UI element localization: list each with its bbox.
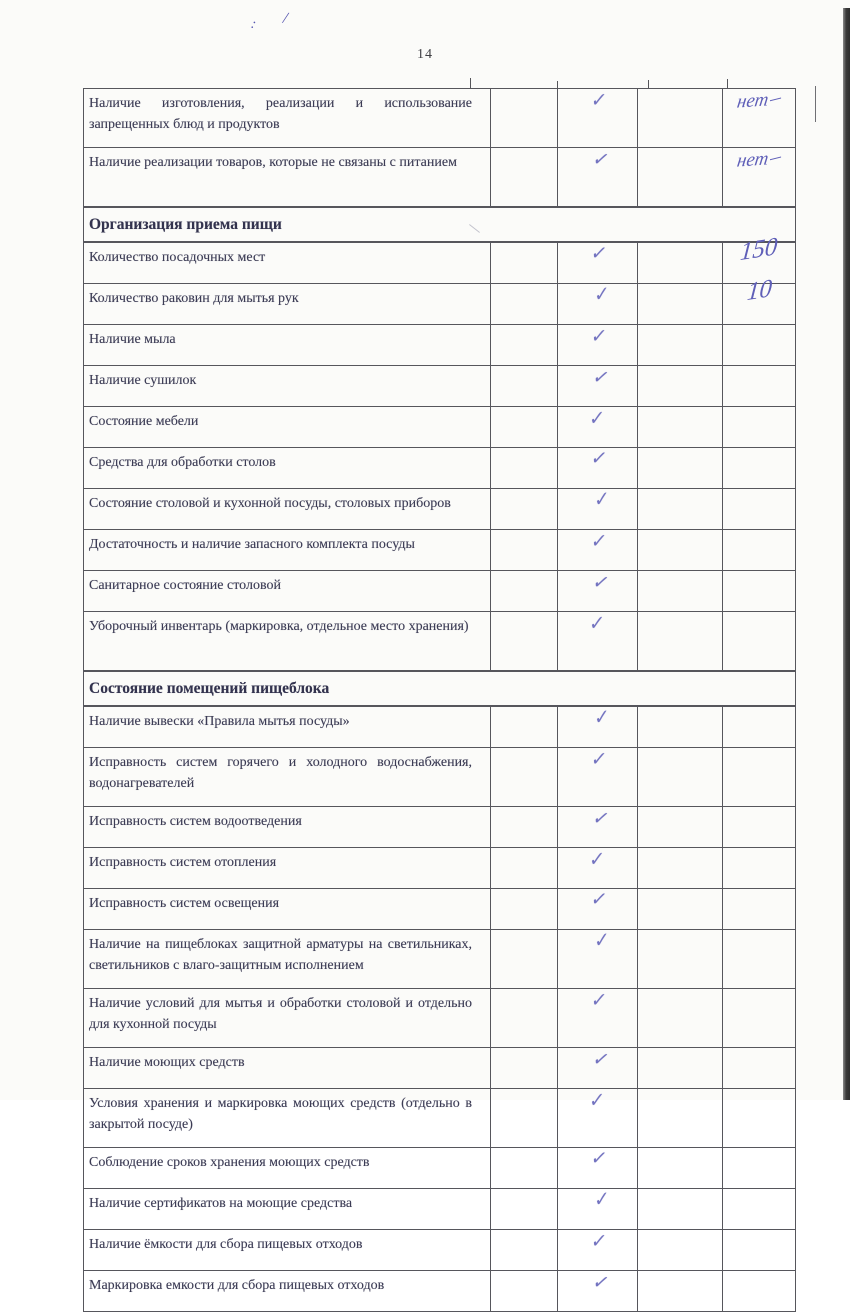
ink-speck-mark: / — [282, 9, 289, 28]
table-row — [84, 148, 796, 208]
criterion-text: Наличие условий для мытья и обработки столовой и отдельно для кухонной посуды — [84, 989, 491, 1048]
empty-cell — [491, 1189, 558, 1230]
handwritten-checkmark-icon: ✓ — [586, 848, 605, 871]
criterion-text: Наличие сушилок — [84, 366, 491, 407]
table-row — [84, 989, 796, 1048]
table-row — [84, 366, 796, 407]
handwritten-checkmark-icon: ✓ — [589, 447, 606, 469]
handwritten-checkmark-icon: ✓ — [591, 366, 608, 388]
handwritten-checkmark-icon: ✓ — [586, 612, 605, 635]
check-cell — [558, 489, 638, 530]
empty-cell — [491, 489, 558, 530]
empty-cell — [491, 1048, 558, 1089]
note-cell — [723, 1089, 796, 1148]
handwritten-checkmark-icon: ✓ — [589, 89, 606, 111]
empty-cell — [491, 1148, 558, 1189]
note-cell — [723, 274, 796, 325]
table-row — [84, 284, 796, 325]
empty-cell — [491, 448, 558, 489]
empty-cell — [638, 366, 723, 407]
check-cell — [558, 366, 638, 407]
criterion-text: Наличие реализации товаров, которые не связаны с питанием — [84, 148, 491, 208]
check-cell — [558, 848, 638, 889]
empty-cell — [491, 989, 558, 1048]
empty-cell — [491, 407, 558, 448]
empty-cell — [491, 530, 558, 571]
section-header: Организация приема пищи — [84, 207, 796, 242]
note-cell — [723, 448, 796, 489]
handwritten-checkmark-icon: ✓ — [589, 989, 606, 1011]
note-cell — [723, 489, 796, 530]
handwritten-checkmark-icon: ✓ — [589, 888, 606, 910]
handwritten-checkmark-icon: ✓ — [589, 242, 606, 264]
scan-edge-shadow — [843, 8, 850, 1100]
note-cell — [723, 325, 796, 366]
handwritten-note: 150 — [739, 232, 779, 267]
empty-cell — [638, 706, 723, 748]
note-cell — [723, 571, 796, 612]
criterion-text: Исправность систем водоотведения — [84, 807, 491, 848]
empty-cell — [491, 807, 558, 848]
empty-cell — [491, 930, 558, 989]
handwritten-checkmark-icon: ✓ — [589, 530, 606, 552]
handwritten-checkmark-icon: ✓ — [591, 1048, 608, 1070]
handwritten-checkmark-icon: ✓ — [590, 928, 610, 952]
criterion-text: Наличие на пищеблоках защитной арматуры на светильниках, светильников с влаго-защитным исполнением — [84, 930, 491, 989]
empty-cell — [638, 89, 723, 148]
criterion-text: Санитарное состояние столовой — [84, 571, 491, 612]
check-cell — [558, 748, 638, 807]
empty-cell — [638, 930, 723, 989]
handwritten-checkmark-icon: ✓ — [590, 705, 610, 729]
check-cell — [558, 989, 638, 1048]
check-cell — [558, 242, 638, 284]
empty-cell — [638, 325, 723, 366]
empty-cell — [491, 571, 558, 612]
check-cell — [558, 612, 638, 672]
empty-cell — [638, 1271, 723, 1312]
check-cell — [558, 807, 638, 848]
handwritten-checkmark-icon: ✓ — [586, 1089, 605, 1112]
criterion-text: Наличие моющих средств — [84, 1048, 491, 1089]
empty-cell — [638, 807, 723, 848]
check-cell — [558, 1271, 638, 1312]
handwritten-checkmark-icon: ✓ — [591, 807, 608, 829]
table-row — [84, 930, 796, 989]
table-row — [84, 89, 796, 148]
note-cell — [723, 612, 796, 672]
note-cell — [723, 1048, 796, 1089]
check-cell — [558, 530, 638, 571]
table-row — [84, 1089, 796, 1148]
check-cell — [558, 448, 638, 489]
empty-cell — [491, 325, 558, 366]
handwritten-checkmark-icon: ✓ — [586, 407, 605, 430]
handwritten-checkmark-icon: ✓ — [589, 325, 606, 347]
empty-cell — [638, 748, 723, 807]
table-row — [84, 848, 796, 889]
empty-cell — [491, 848, 558, 889]
criterion-text: Исправность систем отопления — [84, 848, 491, 889]
criterion-text: Наличие вывески «Правила мытья посуды» — [84, 706, 491, 748]
empty-cell — [491, 612, 558, 672]
table-row — [84, 530, 796, 571]
criterion-text: Наличие изготовления, реализации и использование запрещенных блюд и продуктов — [84, 89, 491, 148]
handwritten-checkmark-icon: ✓ — [590, 282, 610, 306]
criterion-text: Уборочный инвентарь (маркировка, отдельное место хранения) — [84, 612, 491, 672]
section-header: Состояние помещений пищеблока — [84, 671, 796, 706]
note-cell — [723, 889, 796, 930]
ink-speck-mark: : — [249, 16, 258, 33]
column-line-tick — [727, 79, 728, 88]
handwritten-checkmark-icon: ✓ — [589, 1147, 606, 1169]
criterion-text: Средства для обработки столов — [84, 448, 491, 489]
column-line-tick — [557, 81, 558, 88]
table-row — [84, 1230, 796, 1271]
handwritten-note: нет — [735, 88, 782, 113]
criterion-text: Наличие мыла — [84, 325, 491, 366]
empty-cell — [491, 284, 558, 325]
section-row — [84, 671, 796, 706]
table-row — [84, 807, 796, 848]
check-cell — [558, 1048, 638, 1089]
table-row — [84, 1048, 796, 1089]
criterion-text: Количество посадочных мест — [84, 242, 491, 284]
checklist-body — [84, 89, 796, 1312]
page-number: 14 — [417, 47, 433, 62]
empty-cell — [638, 612, 723, 672]
empty-cell — [638, 889, 723, 930]
note-cell — [723, 530, 796, 571]
note-cell — [723, 930, 796, 989]
empty-cell — [638, 284, 723, 325]
check-cell — [558, 706, 638, 748]
criterion-text: Количество раковин для мытья рук — [84, 284, 491, 325]
criterion-text: Достаточность и наличие запасного комплекта посуды — [84, 530, 491, 571]
empty-cell — [491, 889, 558, 930]
empty-cell — [491, 242, 558, 284]
handwritten-checkmark-icon: ✓ — [589, 748, 606, 770]
empty-cell — [638, 989, 723, 1048]
check-cell — [558, 930, 638, 989]
note-cell — [723, 89, 796, 148]
empty-cell — [638, 1230, 723, 1271]
check-cell — [558, 407, 638, 448]
empty-cell — [638, 242, 723, 284]
criterion-text: Условия хранения и маркировка моющих средств (отдельно в закрытой посуде) — [84, 1089, 491, 1148]
table-row — [84, 706, 796, 748]
table-row — [84, 242, 796, 284]
check-cell — [558, 325, 638, 366]
table-row — [84, 407, 796, 448]
section-row — [84, 207, 796, 242]
column-line-tick — [648, 80, 649, 88]
criterion-text: Исправность систем горячего и холодного водоснабжения, водонагревателей — [84, 748, 491, 807]
table-row — [84, 612, 796, 672]
empty-cell — [638, 848, 723, 889]
empty-cell — [638, 1048, 723, 1089]
handwritten-checkmark-icon: ✓ — [589, 1230, 606, 1252]
empty-cell — [638, 530, 723, 571]
note-cell — [723, 1148, 796, 1189]
table-row — [84, 889, 796, 930]
empty-cell — [638, 407, 723, 448]
check-cell — [558, 148, 638, 208]
table-row — [84, 1148, 796, 1189]
note-cell — [723, 407, 796, 448]
criterion-text: Соблюдение сроков хранения моющих средств — [84, 1148, 491, 1189]
empty-cell — [638, 1148, 723, 1189]
empty-cell — [491, 706, 558, 748]
empty-cell — [491, 1089, 558, 1148]
empty-cell — [638, 448, 723, 489]
table-row — [84, 489, 796, 530]
handwritten-checkmark-icon: ✓ — [591, 1271, 608, 1293]
handwritten-checkmark-icon: ✓ — [591, 148, 608, 170]
note-cell — [723, 807, 796, 848]
criterion-text: Наличие сертификатов на моющие средства — [84, 1189, 491, 1230]
handwritten-checkmark-icon: ✓ — [591, 571, 608, 593]
check-cell — [558, 1089, 638, 1148]
table-row — [84, 1189, 796, 1230]
empty-cell — [491, 1271, 558, 1312]
criterion-text: Маркировка емкости для сбора пищевых отходов — [84, 1271, 491, 1312]
empty-cell — [491, 748, 558, 807]
criterion-text: Состояние столовой и кухонной посуды, столовых приборов — [84, 489, 491, 530]
handwritten-checkmark-icon: ✓ — [590, 487, 610, 511]
criterion-text: Исправность систем освещения — [84, 889, 491, 930]
note-cell — [723, 989, 796, 1048]
note-cell — [723, 706, 796, 748]
empty-cell — [491, 366, 558, 407]
scan-artifact-line — [815, 86, 816, 122]
table-row — [84, 571, 796, 612]
check-cell — [558, 571, 638, 612]
check-cell — [558, 1189, 638, 1230]
empty-cell — [638, 489, 723, 530]
note-cell — [723, 748, 796, 807]
criterion-text: Наличие ёмкости для сбора пищевых отходов — [84, 1230, 491, 1271]
note-cell — [723, 148, 796, 208]
check-cell — [558, 284, 638, 325]
table-row — [84, 448, 796, 489]
handwritten-note: 10 — [745, 274, 773, 307]
empty-cell — [638, 1089, 723, 1148]
table-row — [84, 325, 796, 366]
check-cell — [558, 1230, 638, 1271]
empty-cell — [638, 148, 723, 208]
criterion-text: Состояние мебели — [84, 407, 491, 448]
table-row — [84, 1271, 796, 1312]
note-cell — [723, 1230, 796, 1271]
note-cell — [723, 848, 796, 889]
empty-cell — [638, 1189, 723, 1230]
check-cell — [558, 89, 638, 148]
note-cell — [723, 366, 796, 407]
handwritten-note: нет — [735, 147, 782, 172]
empty-cell — [491, 89, 558, 148]
empty-cell — [491, 148, 558, 208]
check-cell — [558, 889, 638, 930]
check-cell — [558, 1148, 638, 1189]
handwritten-checkmark-icon: ✓ — [590, 1187, 610, 1211]
note-cell — [723, 1271, 796, 1312]
empty-cell — [491, 1230, 558, 1271]
empty-cell — [638, 571, 723, 612]
column-line-tick — [470, 78, 471, 88]
note-cell — [723, 1189, 796, 1230]
inspection-checklist-table — [83, 88, 796, 1312]
table-row — [84, 748, 796, 807]
